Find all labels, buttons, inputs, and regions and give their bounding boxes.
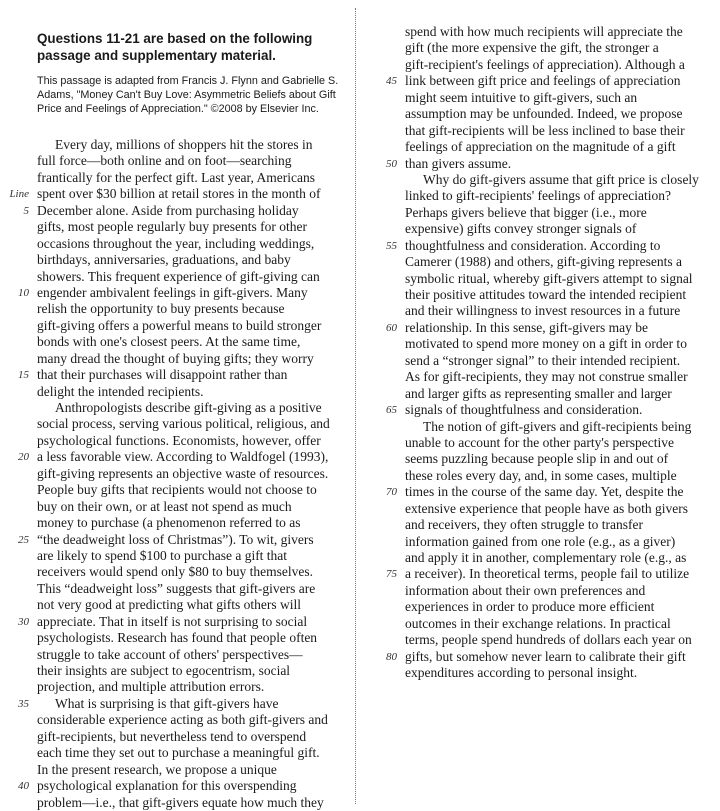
line-text: bonds with one's closest peers. At the same time, <box>37 334 301 350</box>
line-number: 35 <box>18 697 29 710</box>
passage-line <box>37 433 349 449</box>
passage-line <box>405 221 720 237</box>
passage-line <box>37 219 349 235</box>
passage-line <box>37 301 349 317</box>
passage-line <box>37 745 349 761</box>
passage-line <box>405 205 720 221</box>
passage-line <box>18 778 349 794</box>
passage-line <box>405 435 720 451</box>
passage-line <box>405 550 720 566</box>
line-text: that gift-recipients will be less inclined to base their <box>405 122 685 138</box>
line-number: 5 <box>23 204 29 217</box>
line-number: 10 <box>18 286 29 299</box>
line-text: occasions throughout the year, including weddings, <box>37 235 315 251</box>
passage-line <box>405 616 720 632</box>
line-text: As for gift-recipients, they may not construe smaller <box>405 369 688 385</box>
line-text: Anthropologists describe gift-giving as a positive <box>55 400 322 415</box>
line-text: outcomes in their exchange relations. In practical <box>405 615 671 631</box>
line-text: gifts, but somehow never learn to calibrate their gift <box>405 648 686 664</box>
line-text: receivers would spend only $80 to buy themselves. <box>37 564 313 580</box>
passage-line <box>405 90 720 106</box>
line-text: and apply it in another, complementary role (e.g., as <box>405 550 687 565</box>
line-text: considerable experience acting as both gift-givers and <box>37 712 328 728</box>
line-text: problem—i.e., that gift-givers equate how much they <box>37 794 324 810</box>
line-number: 55 <box>386 239 397 252</box>
line-text: expenditures according to personal insight. <box>405 665 638 681</box>
line-text: not very good at predicting what gifts others will <box>37 597 301 613</box>
line-text: information gained from one role (e.g., as a giver) <box>405 533 676 549</box>
passage-line <box>37 647 349 663</box>
line-text: psychologists. Research has found that people often <box>37 630 318 646</box>
line-number: 70 <box>386 486 397 499</box>
line-text: “the deadweight loss of Christmas”). To wit, givers <box>37 531 314 547</box>
line-text: motivated to spend more money on a gift in order to <box>405 336 687 352</box>
line-text: relationship. In this sense, gift-givers may be <box>405 319 648 335</box>
passage-line <box>37 252 349 268</box>
line-text: engender ambivalent feelings in gift-givers. Many <box>37 284 308 300</box>
passage-line <box>405 139 720 155</box>
passage-line <box>405 123 720 139</box>
line-text: a receiver). In theoretical terms, people fail to utilize <box>405 566 690 582</box>
line-number: 40 <box>18 780 29 793</box>
passage-line <box>37 548 349 564</box>
passage-line <box>405 254 720 270</box>
passage-line <box>37 318 349 334</box>
passage-line <box>18 695 349 712</box>
line-text: Perhaps givers believe that bigger (i.e., more <box>405 204 647 220</box>
passage-line <box>405 287 720 303</box>
line-text: a less favorable view. According to Waldfogel (1993), <box>37 449 329 465</box>
passage-line <box>405 188 720 204</box>
line-text: relish the opportunity to buy presents because <box>37 301 285 317</box>
line-text: their insights are subject to egocentrism, social <box>37 663 291 678</box>
line-text: thoughtfulness and consideration. According to <box>405 237 661 253</box>
line-text: gift-recipient's feelings of appreciation). Although a <box>405 56 685 72</box>
line-text: frantically for the perfect gift. Last year, Americans <box>37 169 315 185</box>
line-text: money to purchase (a phenomenon referred to as <box>37 515 301 531</box>
line-text: spend with how much recipients will appreciate the <box>405 24 683 39</box>
line-text: might seem intuitive to gift-givers, such an <box>405 89 638 105</box>
passage-line <box>37 400 349 416</box>
line-text: gift-recipients, but nevertheless tend to overspend <box>37 728 307 744</box>
line-text: unable to account for the other party's perspective <box>405 434 674 450</box>
line-text: each time they set out to purchase a meaningful gift. <box>37 745 320 761</box>
passage-line <box>37 499 349 515</box>
line-text: psychological explanation for this overspending <box>37 778 297 794</box>
passage-line <box>37 515 349 531</box>
passage-line <box>405 599 720 615</box>
line-number: 75 <box>386 568 397 581</box>
line-text: psychological functions. Economists, however, offer <box>37 432 321 448</box>
line-text: these roles every day, and, in some cases, multiple <box>405 467 677 483</box>
passage-line <box>37 630 349 646</box>
passage-line <box>23 202 349 219</box>
passage-line <box>37 663 349 679</box>
passage-line <box>37 712 349 728</box>
line-text: birthdays, anniversaries, graduations, and baby <box>37 252 291 268</box>
passage-line <box>18 531 349 548</box>
passage-line <box>405 57 720 73</box>
line-text: appreciate. That in itself is not surprising to social <box>37 613 308 629</box>
passage-line <box>405 40 720 56</box>
passage-line <box>405 468 720 484</box>
passage-line <box>405 172 720 188</box>
source-note: This passage is adapted from Francis J. Flynn and Gabrielle S. Adams, "Money Can't Buy Love: Asymmetric Beliefs about Gift Price and Feelings of Appreciation." ©2008 by Elsevier Inc. <box>37 75 339 115</box>
passage-line <box>37 137 349 153</box>
passage-line <box>386 237 720 254</box>
passage-line <box>386 319 720 336</box>
line-text: What is surprising is that gift-givers have <box>55 695 279 711</box>
line-text: expensive) gifts convey stronger signals of <box>405 221 637 237</box>
line-text: experiences in order to produce more efficient <box>405 599 655 615</box>
line-text: and receivers, they often struggle to transfer <box>405 517 644 533</box>
passage-line <box>9 186 349 202</box>
passage-line <box>405 271 720 287</box>
passage-line <box>405 303 720 319</box>
line-text: that their purchases will disappoint rather than <box>37 367 288 383</box>
line-text: linked to gift-recipients' feelings of appreciation? <box>405 188 671 204</box>
line-number: 20 <box>18 451 29 464</box>
line-text: times in the course of the same day. Yet, despite the <box>405 484 684 500</box>
passage-line <box>37 416 349 432</box>
passage-line <box>37 466 349 482</box>
line-text: terms, people spend hundreds of dollars each year on <box>405 632 692 648</box>
passage-line <box>37 170 349 186</box>
line-text: and their willingness to invest resources in a future <box>405 303 681 319</box>
passage-line <box>37 762 349 778</box>
passage-line <box>386 73 720 89</box>
passage-line <box>37 384 349 400</box>
passage-line <box>37 795 349 811</box>
passage-line <box>386 402 720 418</box>
line-number: 45 <box>386 75 397 88</box>
line-text: than givers assume. <box>405 155 512 171</box>
passage-line <box>37 269 349 285</box>
line-text: struggle to take account of others' perspectives— <box>37 646 303 662</box>
line-number: 80 <box>386 650 397 663</box>
line-text: Why do gift-givers assume that gift price is closely <box>423 171 699 187</box>
passage-line <box>405 369 720 385</box>
line-text: send a “stronger signal” to their intended recipient. <box>405 352 681 368</box>
passage-header <box>37 31 347 116</box>
passage-line <box>37 334 349 350</box>
passage-line <box>386 566 720 582</box>
passage-line <box>405 534 720 550</box>
line-text: December alone. Aside from purchasing holiday <box>37 202 299 218</box>
line-text: information about their own preferences and <box>405 582 646 598</box>
passage-line <box>405 501 720 517</box>
line-text: The notion of gift-givers and gift-recipients being <box>423 418 692 434</box>
line-text: gift-giving represents an objective waste of resources. <box>37 465 329 481</box>
line-text: are likely to spend $100 to purchase a gift that <box>37 547 288 563</box>
line-text: social process, serving various political, religious, and <box>37 416 330 432</box>
passage-line <box>405 386 720 402</box>
line-text: This “deadweight loss” suggests that gift-givers are <box>37 580 316 596</box>
line-text: Every day, millions of shoppers hit the stores in <box>55 137 313 152</box>
passage-line <box>18 449 349 465</box>
line-text: signals of thoughtfulness and consideration. <box>405 402 643 418</box>
passage-line <box>405 517 720 533</box>
line-text: assumption may be unfounded. Indeed, we propose <box>405 106 683 122</box>
passage-line <box>37 236 349 252</box>
passage-line <box>37 564 349 580</box>
column-divider <box>355 8 356 804</box>
passage-line <box>18 284 349 301</box>
passage-text-right <box>386 24 720 682</box>
line-text: link between gift price and feelings of appreciation <box>405 73 681 89</box>
line-text: gift-giving offers a powerful means to build stronger <box>37 317 322 333</box>
passage-line <box>405 353 720 369</box>
passage-line <box>18 613 349 630</box>
passage-text-left <box>9 137 349 811</box>
passage-line <box>37 351 349 367</box>
line-number: 15 <box>18 369 29 382</box>
passage-line <box>386 648 720 665</box>
line-text: symbolic ritual, whereby gift-givers attempt to signal <box>405 270 693 286</box>
passage-line <box>405 336 720 352</box>
line-text: seems puzzling because people slip in and out of <box>405 451 669 467</box>
line-number: 65 <box>386 404 397 417</box>
passage-line <box>37 153 349 169</box>
passage-line <box>37 482 349 498</box>
line-text: feelings of appreciation on the magnitude of a gift <box>405 139 676 155</box>
line-text: People buy gifts that recipients would not choose to <box>37 482 317 498</box>
line-text: showers. This frequent experience of gift-giving can <box>37 268 320 284</box>
line-text: projection, and multiple attribution errors. <box>37 679 265 695</box>
passage-line <box>405 419 720 435</box>
passage-line <box>37 581 349 597</box>
line-number: 60 <box>386 321 397 334</box>
passage-line <box>405 632 720 648</box>
passage-line <box>405 24 720 40</box>
passage-line <box>386 155 720 172</box>
passage-line <box>405 665 720 681</box>
passage-line <box>386 484 720 500</box>
line-text: gift (the more expensive the gift, the stronger a <box>405 40 659 56</box>
line-text: In the present research, we propose a unique <box>37 761 277 777</box>
line-number: 30 <box>18 615 29 628</box>
passage-line <box>405 451 720 467</box>
line-text: buy on their own, or at least not spend as much <box>37 498 292 514</box>
line-text: spent over $30 billion at retail stores in the month of <box>37 186 321 202</box>
line-text: full force—both online and on foot—searching <box>37 153 292 169</box>
line-text: Camerer (1988) and others, gift-giving represents a <box>405 254 683 270</box>
passage-line <box>37 729 349 745</box>
question-title: Questions 11-21 are based on the following passage and supplementary material. <box>37 31 313 63</box>
line-number: 50 <box>386 157 397 170</box>
line-text: and larger gifts as representing smaller and larger <box>405 385 672 401</box>
passage-line <box>37 597 349 613</box>
line-text: gifts, most people regularly buy presents for other <box>37 219 307 235</box>
line-text: delight the intended recipients. <box>37 383 204 399</box>
passage-line <box>405 106 720 122</box>
line-text: their positive attitudes toward the intended recipient <box>405 287 687 302</box>
passage-line <box>405 583 720 599</box>
passage-line <box>18 367 349 383</box>
line-text: extensive experience that people have as both givers <box>405 500 689 516</box>
line-number: 25 <box>18 533 29 546</box>
line-number: Line <box>9 188 29 201</box>
line-text: many dread the thought of buying gifts; they worry <box>37 350 314 366</box>
passage-line <box>37 679 349 695</box>
